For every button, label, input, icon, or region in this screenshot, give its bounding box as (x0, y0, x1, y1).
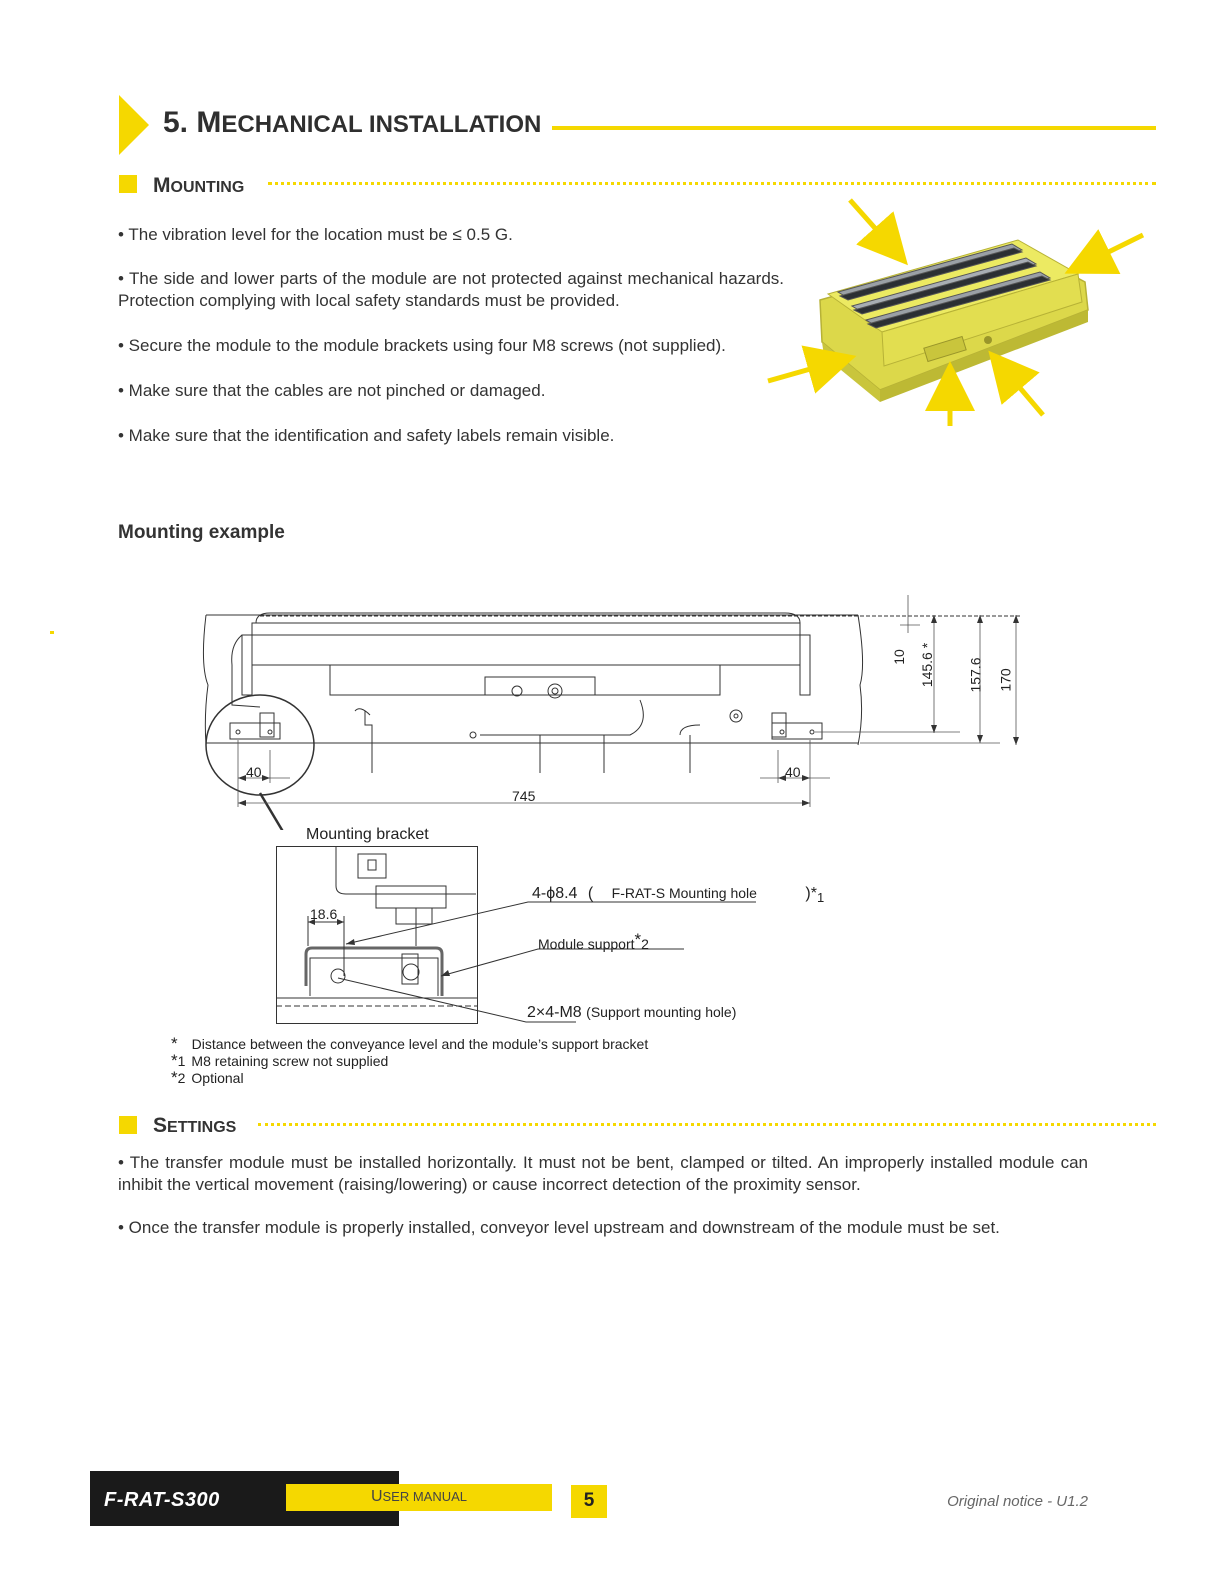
footer-notice: Original notice - U1.2 (947, 1493, 1088, 1510)
chapter-title-rule (552, 126, 1156, 130)
mounting-hole-spec: 4-ϕ8.4 ( F-RAT-S Mounting hole )$*_1$ (532, 885, 825, 905)
mounting-bullet-screws: • Secure the module to the module brackets using four M8 screws (not supplied). (118, 336, 726, 355)
mounting-bullet-labels: • Make sure that the identification and safety labels remain visible. (118, 426, 615, 445)
module-illustration (760, 190, 1160, 435)
page-number: 5 (583, 1490, 595, 1511)
module-support-label: Module support*2 (538, 930, 649, 952)
mounting-section-marker (119, 175, 137, 193)
dimension-170: 170 (997, 668, 1014, 692)
support-mounting-hole-spec: 2×4-M8 (Support mounting hole) (527, 1004, 737, 1021)
mounting-example-heading: Mounting example (118, 522, 285, 543)
dimension-40-left: 40 (246, 764, 262, 780)
settings-section-rule (258, 1123, 1156, 1126)
mounting-bullet-protection: • The side and lower parts of the module are not protected against mechanical hazards. Protection complying with local safety standards must be provided. (118, 269, 784, 310)
settings-bullet-horizontal: • The transfer module must be installed horizontally. It must not be bent, clamped or tilted. An improperly installed module can inhibit the vertical movement (raising/lowering) or cause incorrect detection of the proximity sensor. (118, 1153, 1088, 1194)
footnote-1: *1 M8 retaining screw not supplied (171, 1051, 389, 1070)
mounting-side-view-drawing (160, 585, 1060, 830)
mounting-section-rule (268, 182, 1156, 185)
dimension-18-6: 18.6 (310, 906, 338, 922)
margin-mark (50, 631, 54, 634)
mounting-bullet-vibration: • The vibration level for the location must be ≤ 0.5 G. (118, 225, 513, 244)
footnote-2: *2 Optional (171, 1068, 244, 1087)
mounting-bracket-detail (276, 846, 756, 1026)
dimension-157-6: 157.6 (967, 657, 984, 693)
dimension-10: 10 (890, 649, 907, 665)
dimension-40-right: 40 (785, 764, 801, 780)
footer-manual-label: USER MANUAL (370, 1488, 468, 1505)
footer-model-name: F-RAT-S300 (104, 1489, 220, 1511)
settings-section-marker (119, 1116, 137, 1134)
footnote-asterisk: * Distance between the conveyance level and the module’s support bracket (171, 1034, 649, 1053)
chapter-arrow-icon (119, 95, 149, 155)
mounting-bullet-cables: • Make sure that the cables are not pinched or damaged. (118, 381, 546, 400)
dimension-145-6: 145.6 * (919, 642, 936, 688)
mounting-bracket-label: Mounting bracket (306, 826, 429, 843)
mounting-section-title: MOUNTING (153, 174, 245, 197)
chapter-title: 5. MECHANICAL INSTALLATION (163, 106, 542, 139)
dimension-745: 745 (512, 788, 536, 804)
settings-bullet-conveyor-level: • Once the transfer module is properly installed, conveyor level upstream and downstream of the module must be set. (118, 1218, 1000, 1237)
settings-section-title: SETTINGS (153, 1114, 237, 1137)
